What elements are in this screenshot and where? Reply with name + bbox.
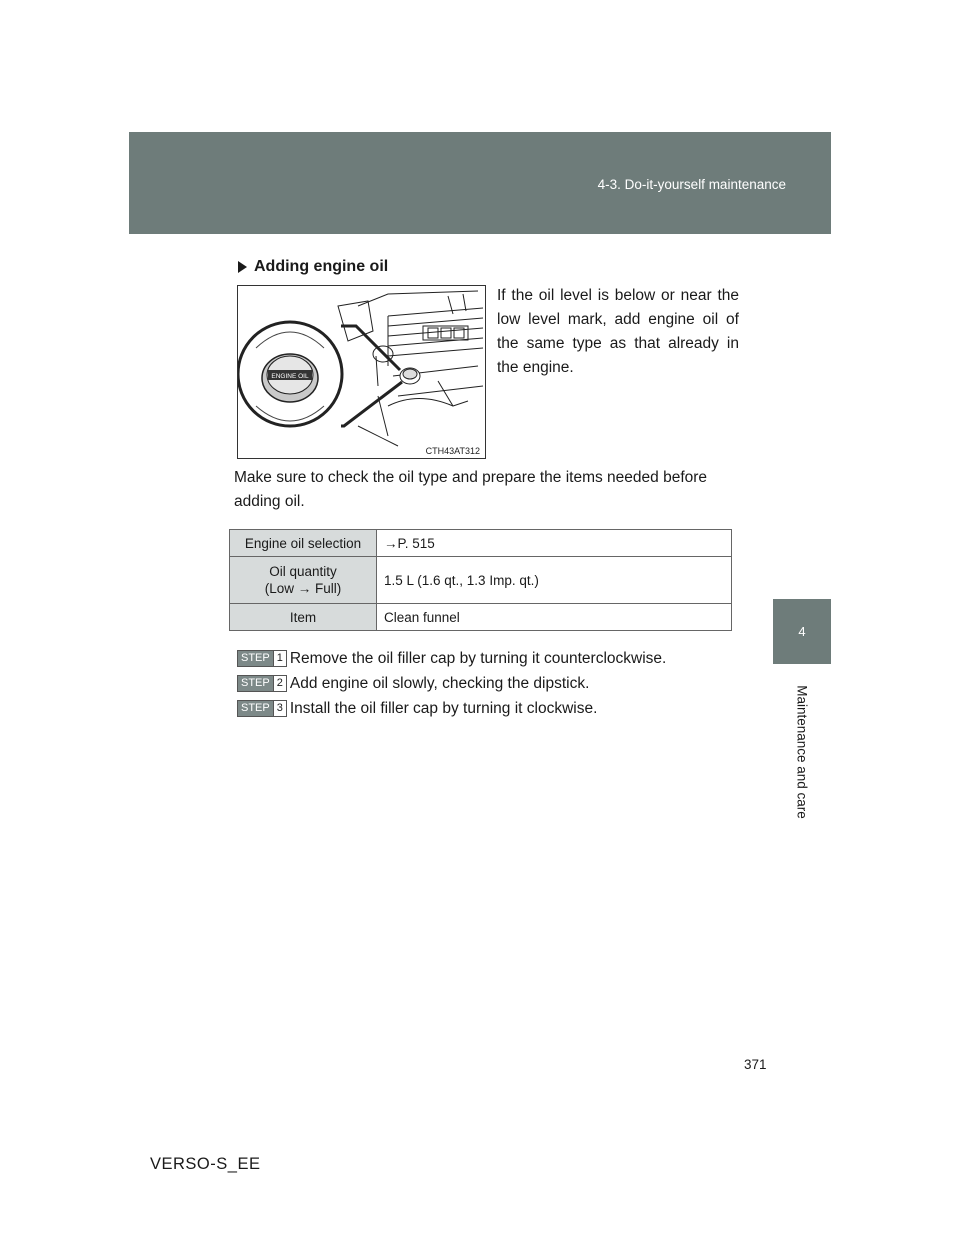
body-paragraph: Make sure to check the oil type and prepare the items needed before adding oil. [234,469,708,510]
figure-code: CTH43AT312 [425,446,480,456]
chapter-tab-label [773,664,831,839]
table-value: →P. 515 [377,530,732,557]
engine-oil-cap-illustration [237,285,486,459]
page-number: 371 [744,1057,767,1072]
engine-bay-drawing [238,286,485,458]
subheading-text: Adding engine oil [254,258,389,275]
step-item [237,646,666,671]
chapter-tab-number: 4 [773,599,831,664]
table-label-line: Oil quantity [269,564,337,579]
cap-lettering: ENGINE OIL [271,373,309,380]
subheading [238,258,388,276]
section-title: 4-3. Do-it-yourself maintenance [597,177,786,192]
chapter-label-text: Maintenance and care [794,684,810,819]
table-value: Clean funnel [377,604,732,631]
step-text: Remove the oil filler cap by turning it counterclockwise. [289,649,667,667]
intro-paragraph: If the oil level is below or near the low level mark, add engine oil of the same type as that already in the engine. [497,287,739,376]
table-label [230,557,377,604]
step-word: STEP [238,651,273,666]
step-number: 2 [273,676,286,691]
step-word: STEP [238,701,273,716]
table-label-line: (Low → Full) [264,581,342,596]
step-number: 3 [273,701,286,716]
step-badge [237,650,287,667]
step-text: Add engine oil slowly, checking the dipstick. [289,674,590,692]
table-value: 1.5 L (1.6 qt., 1.3 Imp. qt.) [377,557,732,604]
step-badge [237,700,287,717]
step-text: Install the oil filler cap by turning it clockwise. [289,699,598,717]
table-label: Item [230,604,377,631]
triangle-bullet-icon [238,261,247,273]
step-item [237,671,666,696]
oil-info-table [229,529,732,631]
table-row [230,530,732,557]
step-list [237,646,666,721]
step-item [237,696,666,721]
step-number: 1 [273,651,286,666]
table-row [230,604,732,631]
table-row [230,557,732,604]
step-badge [237,675,287,692]
header-band [129,132,831,234]
table-label: Engine oil selection [230,530,377,557]
model-code: VERSO-S_EE [150,1155,261,1173]
step-word: STEP [238,676,273,691]
